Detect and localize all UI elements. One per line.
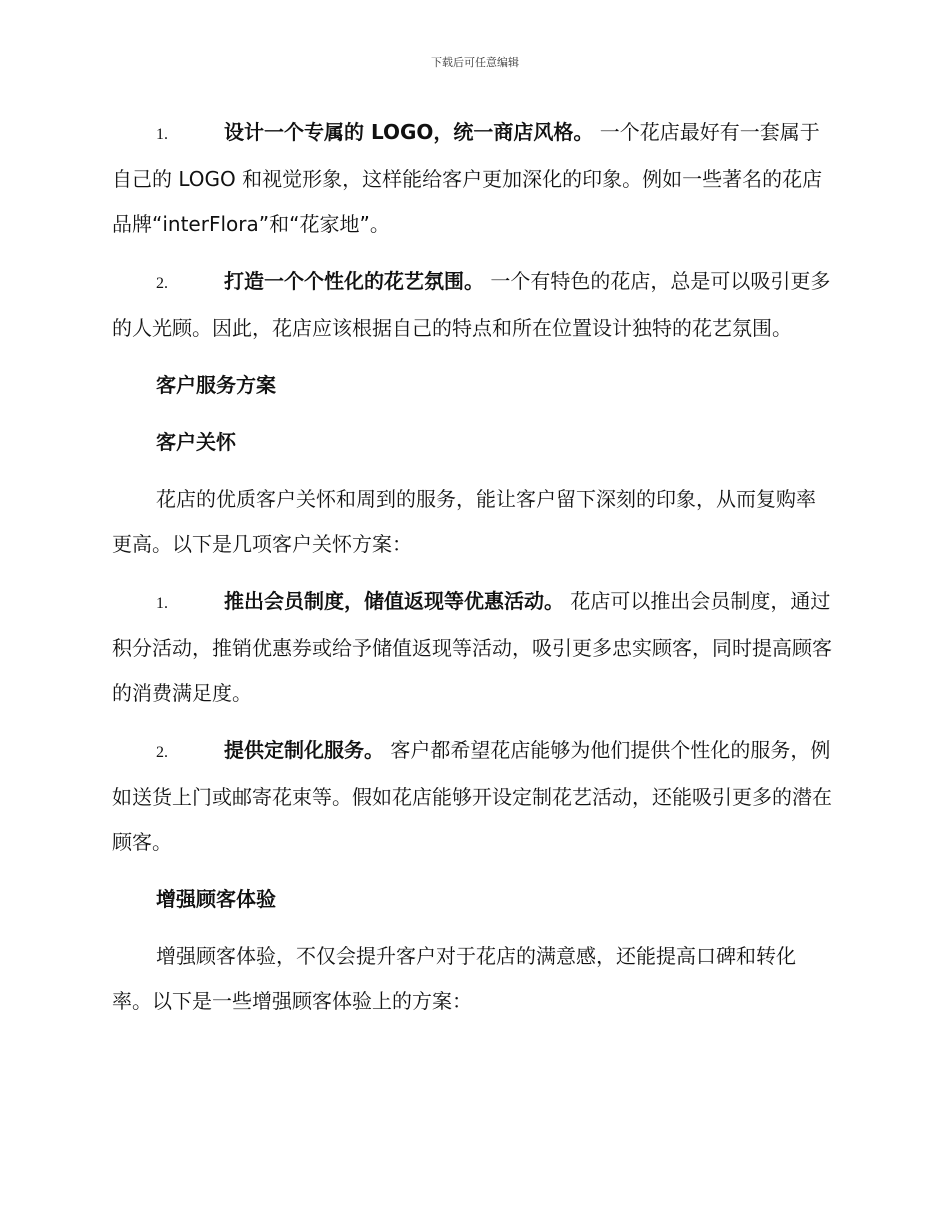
section-heading-care: 客户关怀 <box>156 430 236 454</box>
list-item-custom-service <box>112 728 832 865</box>
list-item-title: 设计一个专属的 LOGO，统一商店风格。 <box>224 120 594 144</box>
list-number: 2. <box>156 744 168 761</box>
list-item-title: 提供定制化服务。 <box>224 738 384 762</box>
list-number: 1. <box>156 595 168 612</box>
section-heading-experience: 增强顾客体验 <box>156 887 276 911</box>
list-number: 1. <box>156 126 168 143</box>
list-item-logo <box>112 110 832 247</box>
paragraph-care: 花店的优质客户关怀和周到的服务，能让客户留下深刻的印象，从而复购率更高。以下是几项客户关怀方案： <box>112 487 816 556</box>
paragraph-experience: 增强顾客体验，不仅会提升客户对于花店的满意感，还能提高口碑和转化率。以下是一些增强顾客体验上的方案： <box>112 944 796 1013</box>
list-item-text: 花店可以推出会员制度，通过积分活动，推销优惠券或给予储值返现等活动，吸引更多忠实顾客，同时提高顾客的消费满足度。 <box>112 589 832 705</box>
list-item-title: 打造一个个性化的花艺氛围。 <box>224 269 484 293</box>
section-heading-service: 客户服务方案 <box>156 373 276 397</box>
list-item-text: 一个有特色的花店，总是可以吸引更多的人光顾。因此，花店应该根据自己的特点和所在位置设计独特的花艺氛围。 <box>112 269 831 340</box>
list-item-atmosphere <box>112 259 832 351</box>
list-item-text: 客户都希望花店能够为他们提供个性化的服务，例如送货上门或邮寄花束等。假如花店能够开设定制花艺活动，还能吸引更多的潜在顾客。 <box>112 738 832 854</box>
list-item-membership <box>112 579 832 716</box>
page-header: 下载后可任意编辑 <box>431 56 519 69</box>
list-number: 2. <box>156 275 168 292</box>
document-body <box>112 110 832 1036</box>
list-item-title: 推出会员制度，储值返现等优惠活动。 <box>224 589 564 613</box>
list-item-text: 一个花店最好有一套属于自己的 LOGO 和视觉形象，这样能给客户更加深化的印象。例如一些著名的花店品牌“interFlora”和“花家地”。 <box>112 120 823 236</box>
